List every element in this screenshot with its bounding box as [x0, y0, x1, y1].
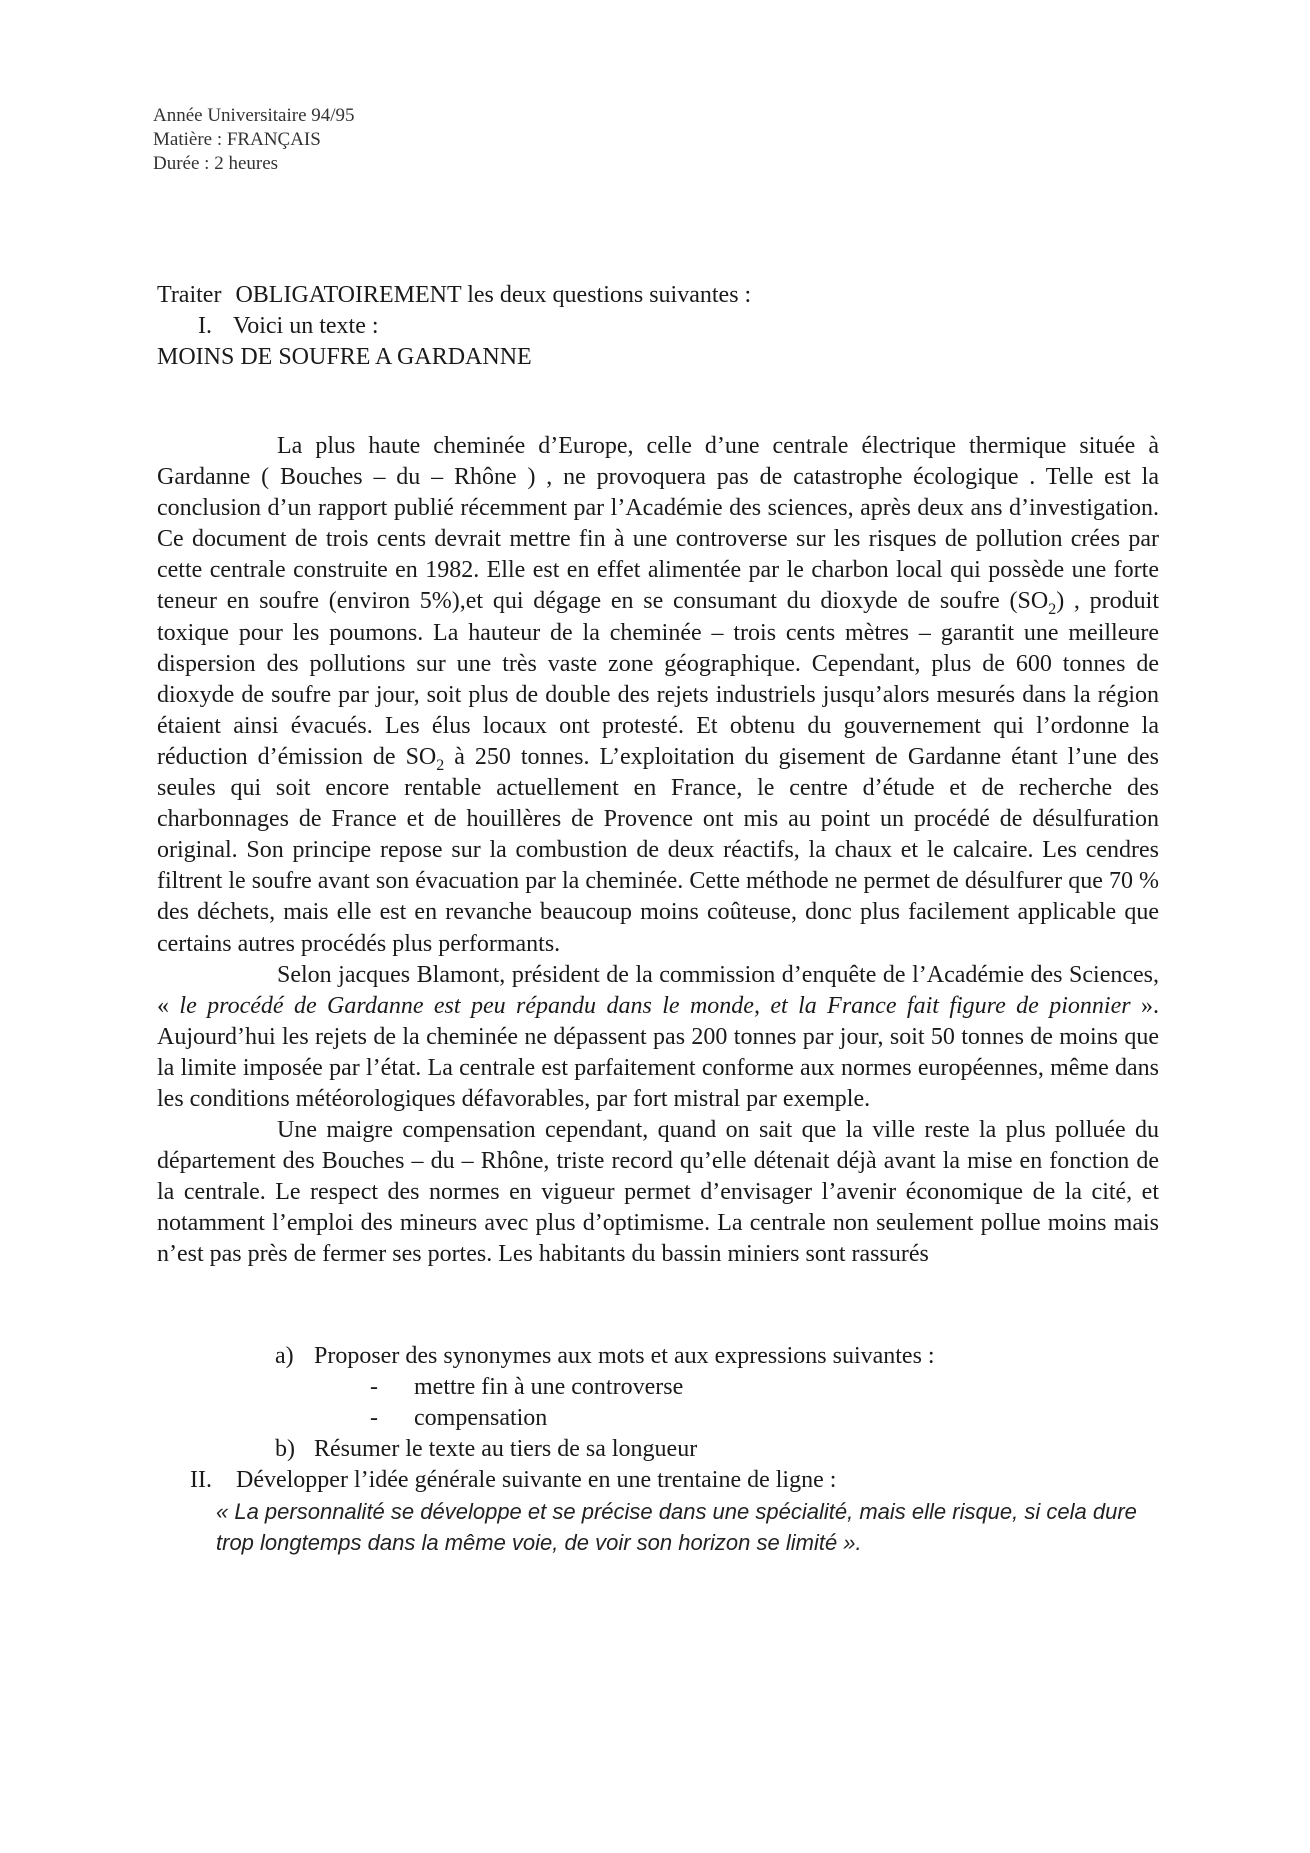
question-2-text: Développer l’idée générale suivante en une trentaine de ligne :: [236, 1467, 837, 1493]
academic-year: Année Universitaire 94/95: [153, 105, 355, 126]
task-b-label: b): [275, 1436, 295, 1462]
list-item: [370, 1403, 935, 1434]
p1-part-c: à 250 tonnes. L’exploitation du gisement de Gardanne étant l’une des seules qui soit encore rentable actuellement en France, le centre d’étude et de recherche des charbonnages de France et de houillères de Provence ont mis au point un procédé de désulfuration original. Son principe repose sur la combustion de deux réactifs, la chaux et le calcaire. Les cendres filtrent le soufre avant son évacuation par la cheminée. Cette méthode ne permet de désulfurer que 70 % des déchets, mais elle est en revanche beaucoup moins coûteuse, donc plus facilement applicable que certains autres procédés plus performants.: [157, 743, 1159, 957]
question-1-label: Voici un texte :: [233, 313, 379, 339]
list-item: [370, 1372, 935, 1403]
dash-bullet: -: [370, 1405, 378, 1431]
question-2-heading: [190, 1465, 836, 1496]
question-1-tasks: [275, 1341, 935, 1465]
instruction-line: [157, 280, 751, 311]
exam-header: [153, 104, 355, 176]
dash-bullet: -: [370, 1374, 378, 1400]
instruction-rest: OBLIGATOIREMENT les deux questions suivantes :: [235, 282, 752, 308]
p2-part-b: ». Aujourd’hui les rejets de la cheminée ne dépassent pas 200 tonnes par jour, soit 50 tonnes de moins que la limite imposée par l’état. La centrale est parfaitement conforme aux normes européennes, même dans les conditions météorologiques défavorables, par fort mistral par exemple.: [157, 992, 1160, 1112]
subject: Matière : FRANÇAIS: [153, 129, 321, 150]
task-a-label: a): [275, 1343, 294, 1369]
text-title: MOINS DE SOUFRE A GARDANNE: [157, 344, 532, 370]
article-paragraph-2: [157, 960, 1159, 1115]
list-item-text: compensation: [414, 1405, 548, 1431]
question-2-quote: « La personnalité se développe et se précise dans une spécialité, mais elle risque, si cela dure trop longtemps dans la même voie, de voir son horizon se limité ».: [216, 1499, 1137, 1555]
p1-part-a: La plus haute cheminée d’Europe, celle d’une centrale électrique thermique située à Gardanne ( Bouches – du – Rhône ) , ne provoquera pas de catastrophe écologique . Telle est la conclusion d’un rapport publié récemment par l’Académie des sciences, après deux ans d’investigation. Ce document de trois cents devrait mettre fin à une controverse sur les risques de pollution crées par cette centrale construite en 1982. Elle est en effet alimentée par le charbon local qui possède une forte teneur en soufre (environ 5%),et qui dégage en se consumant du dioxyde de soufre (SO: [157, 433, 1159, 615]
p1-part-b: ) , produit toxique pour les poumons. La hauteur de la cheminée – trois cents mètres – garantit une meilleure dispersion des pollutions sur une très vaste zone géographique. Cependant, plus de 600 tonnes de dioxyde de soufre par jour, soit plus de double des rejets industriels jusqu’alors mesurés dans la région étaient ainsi évacués. Les élus locaux ont protesté. Et obtenu du gouvernement qui l’ordonne la réduction d’émission de SO: [157, 588, 1159, 770]
instruction-verb: Traiter: [157, 282, 222, 308]
duration: Durée : 2 heures: [153, 153, 279, 174]
task-a-text: Proposer des synonymes aux mots et aux expressions suivantes :: [314, 1343, 935, 1369]
task-a: [275, 1341, 935, 1372]
p2-part-a: Selon jacques Blamont, président de la commission d’enquête de l’Académie des Sciences, «: [157, 961, 1159, 1019]
question-2-number: II.: [190, 1467, 212, 1493]
question-1-number: I.: [198, 313, 212, 339]
article-body: [157, 431, 1159, 1271]
task-b: [275, 1434, 935, 1465]
subscript: 2: [436, 756, 445, 774]
question-1-heading: [198, 311, 751, 342]
article-paragraph-3: Une maigre compensation cependant, quand on sait que la ville reste la plus polluée du département des Bouches – du – Rhône, triste record qu’elle détenait déjà avant la mise en fonction de la centrale. Le respect des normes en vigueur permet d’envisager l’avenir économique de la cité, et notamment l’emploi des mineurs avec plus d’optimisme. La centrale non seulement pollue moins mais n’est pas près de fermer ses portes. Les habitants du bassin miniers sont rassurés: [157, 1117, 1159, 1268]
list-item-text: mettre fin à une controverse: [414, 1374, 684, 1400]
task-b-text: Résumer le texte au tiers de sa longueur: [314, 1436, 698, 1462]
article-paragraph-1: [157, 431, 1159, 960]
p2-quote: le procédé de Gardanne est peu répandu dans le monde, et la France fait figure de pionnier: [179, 992, 1131, 1019]
instructions: [157, 280, 751, 373]
subscript: 2: [1048, 601, 1057, 619]
